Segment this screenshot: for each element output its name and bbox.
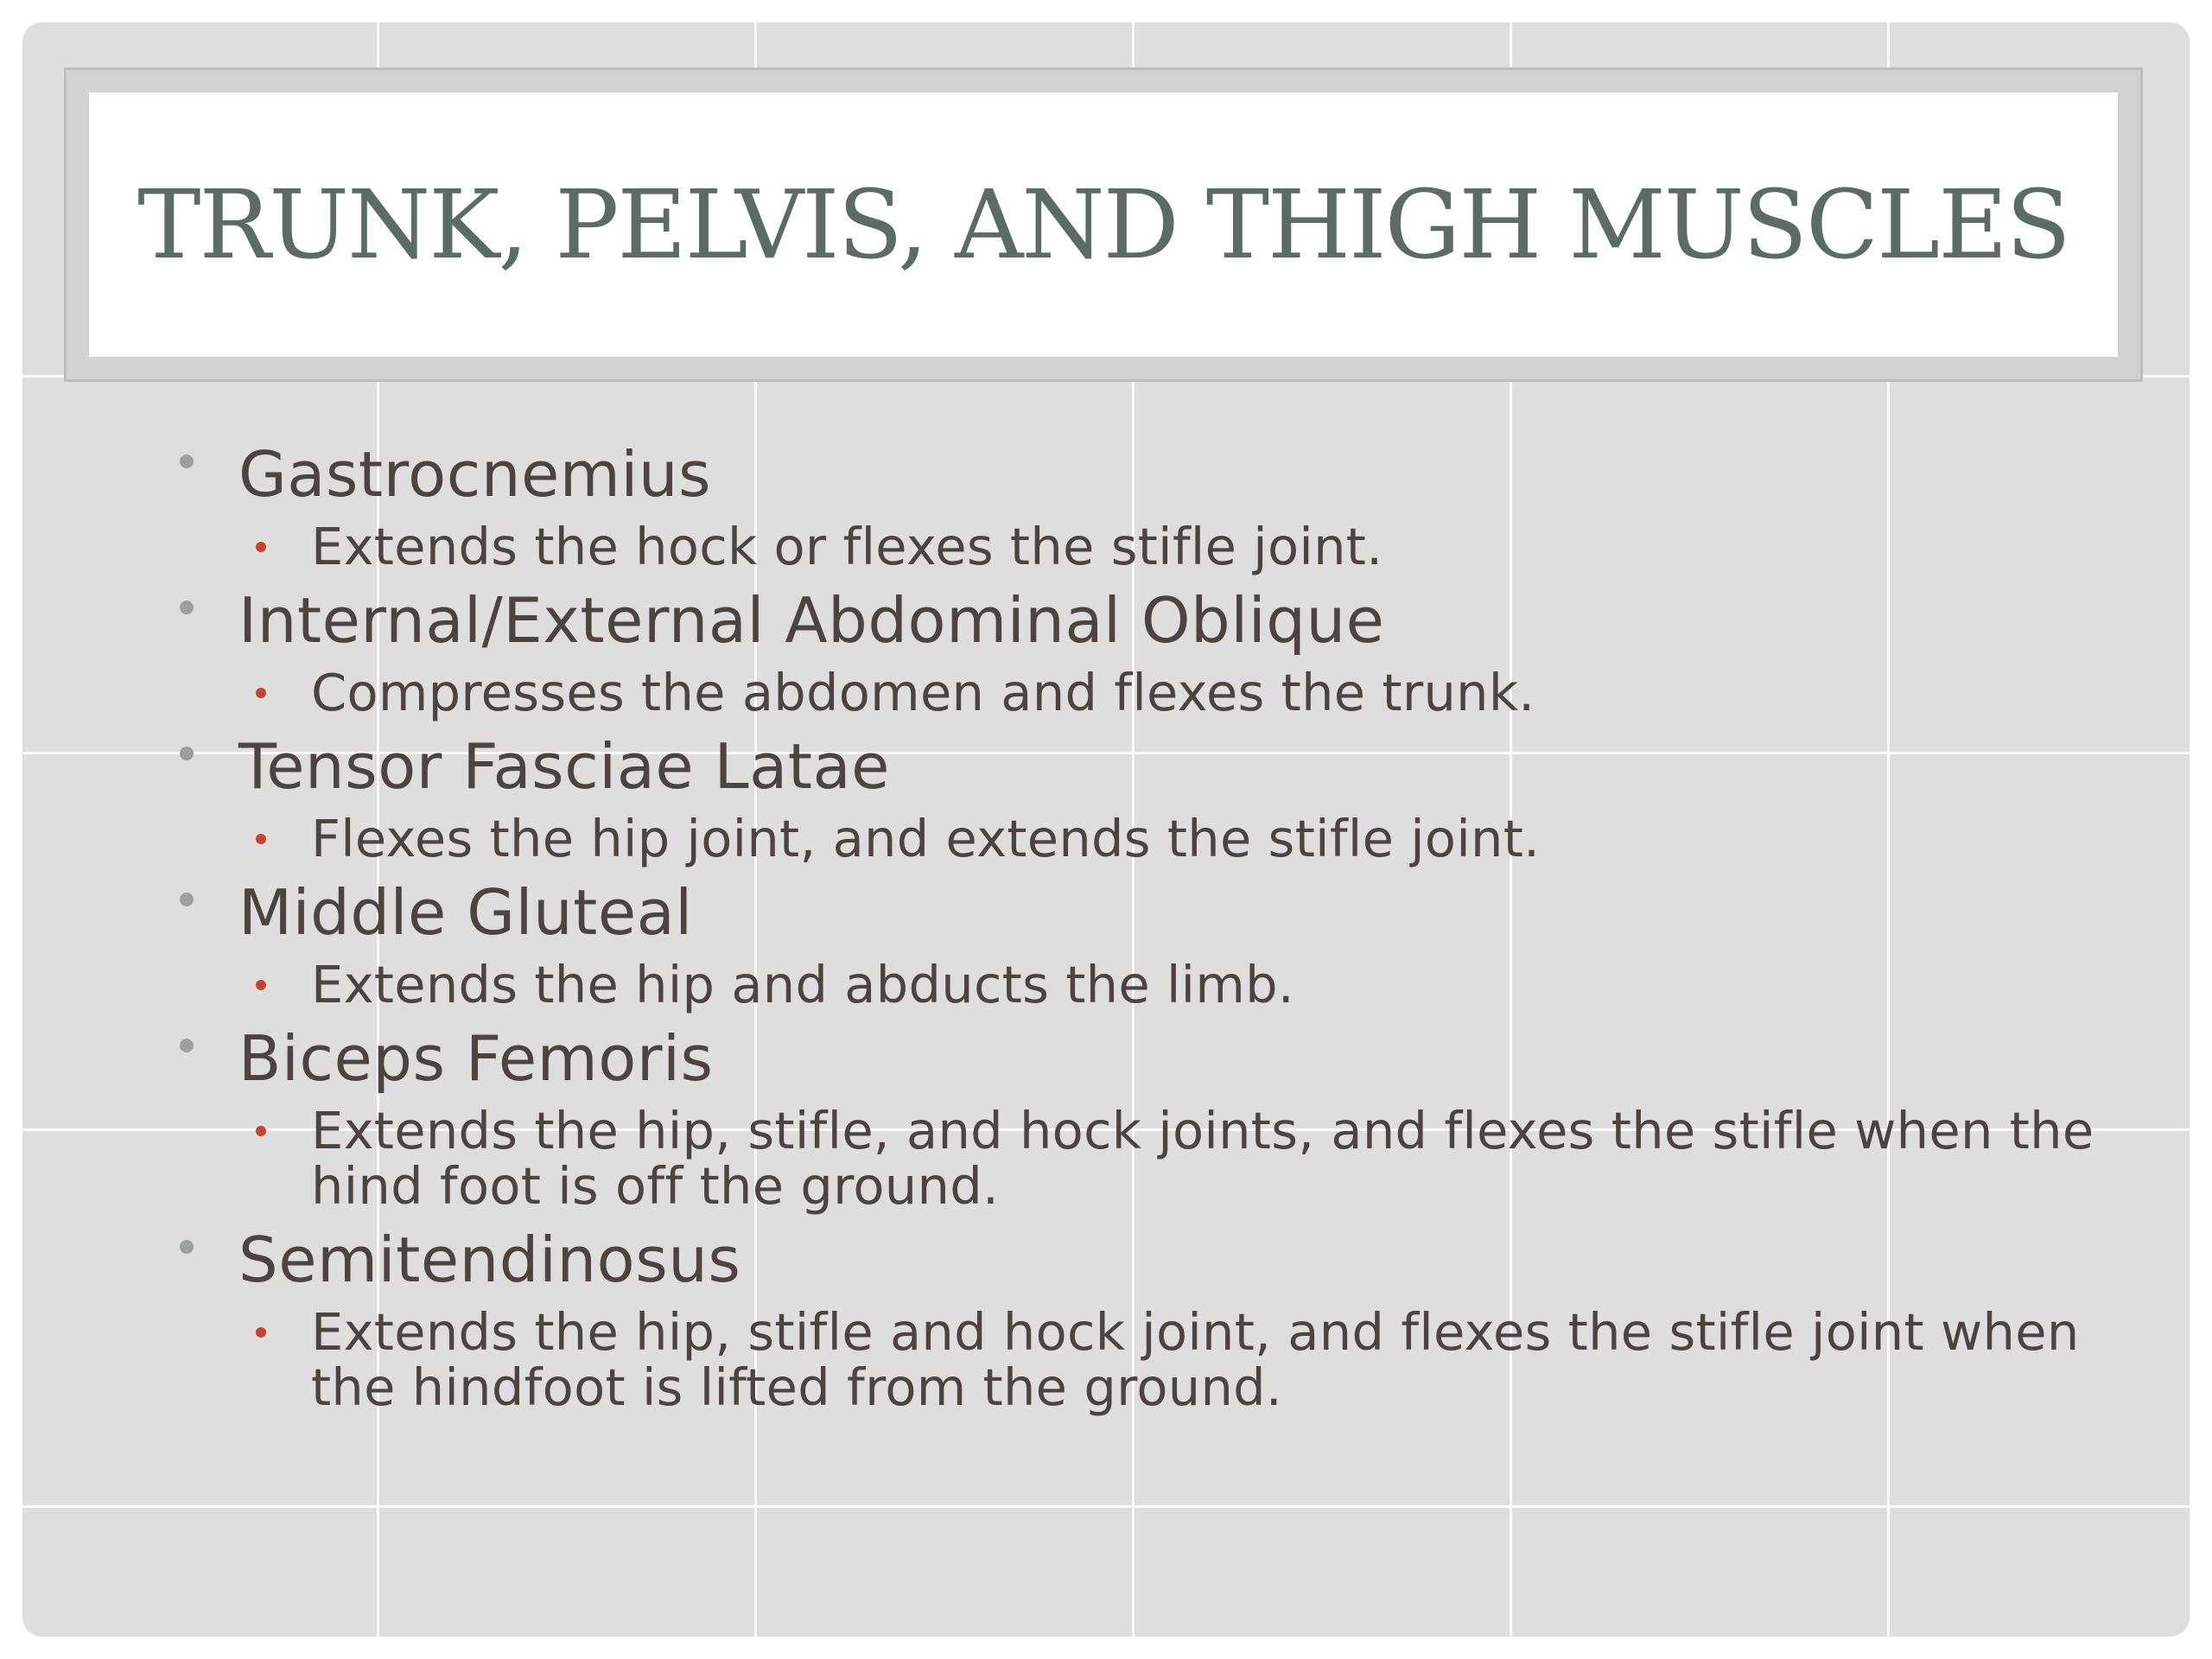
bullet-item-tensor-fasciae-latae: [161, 728, 2113, 874]
bullet-dot-icon: [180, 601, 194, 614]
sub-bullet-dot-icon: [256, 1126, 266, 1136]
bullet-list: [161, 435, 2113, 1422]
sub-bullet: [238, 951, 2113, 1020]
bullet-item-biceps-femoris: [161, 1020, 2113, 1221]
bullet-dot-icon: [180, 893, 194, 906]
muscle-name: Semitendinosus: [238, 1224, 741, 1296]
muscle-description: Extends the hock or flexes the stifle joint.: [311, 517, 1383, 576]
sub-bullet-dot-icon: [256, 688, 266, 698]
muscle-description: Extends the hip and abducts the limb.: [311, 955, 1294, 1014]
sub-bullet: [238, 1097, 2113, 1221]
muscle-description: Extends the hip, stifle and hock joint, and flexes the stifle joint when the hindfoot is lifted from the ground.: [311, 1302, 2080, 1417]
muscle-description: Compresses the abdomen and flexes the trunk.: [311, 663, 1535, 722]
sub-bullet-dot-icon: [256, 542, 266, 552]
muscle-name: Internal/External Abdominal Oblique: [238, 584, 1385, 657]
title-frame: [64, 67, 2143, 382]
sub-bullet: [238, 1299, 2113, 1422]
muscle-description: Flexes the hip joint, and extends the stifle joint.: [311, 809, 1541, 868]
slide: [22, 22, 2190, 1637]
bullet-item-abdominal-oblique: [161, 582, 2113, 728]
sub-bullet: [238, 805, 2113, 874]
muscle-name: Gastrocnemius: [238, 438, 712, 511]
bullet-dot-icon: [180, 454, 194, 468]
bullet-item-semitendinosus: [161, 1221, 2113, 1422]
bullet-dot-icon: [180, 1039, 194, 1052]
slide-title: TRUNK, PELVIS, AND THIGH MUSCLES: [137, 169, 2069, 280]
muscle-name: Middle Gluteal: [238, 876, 693, 949]
bullet-item-gastrocnemius: [161, 435, 2113, 582]
bullet-dot-icon: [180, 1240, 194, 1254]
sub-bullet-dot-icon: [256, 1327, 266, 1338]
bullet-item-middle-gluteal: [161, 874, 2113, 1020]
sub-bullet: [238, 659, 2113, 728]
bullet-dot-icon: [180, 747, 194, 760]
sub-bullet: [238, 513, 2113, 582]
title-box: [89, 92, 2118, 357]
muscle-description: Extends the hip, stifle, and hock joints, and flexes the stifle when the hind foot is off the ground.: [311, 1101, 2094, 1216]
sub-bullet-dot-icon: [256, 980, 266, 990]
muscle-name: Biceps Femoris: [238, 1022, 714, 1095]
sub-bullet-dot-icon: [256, 834, 266, 844]
muscle-name: Tensor Fasciae Latae: [238, 730, 890, 803]
